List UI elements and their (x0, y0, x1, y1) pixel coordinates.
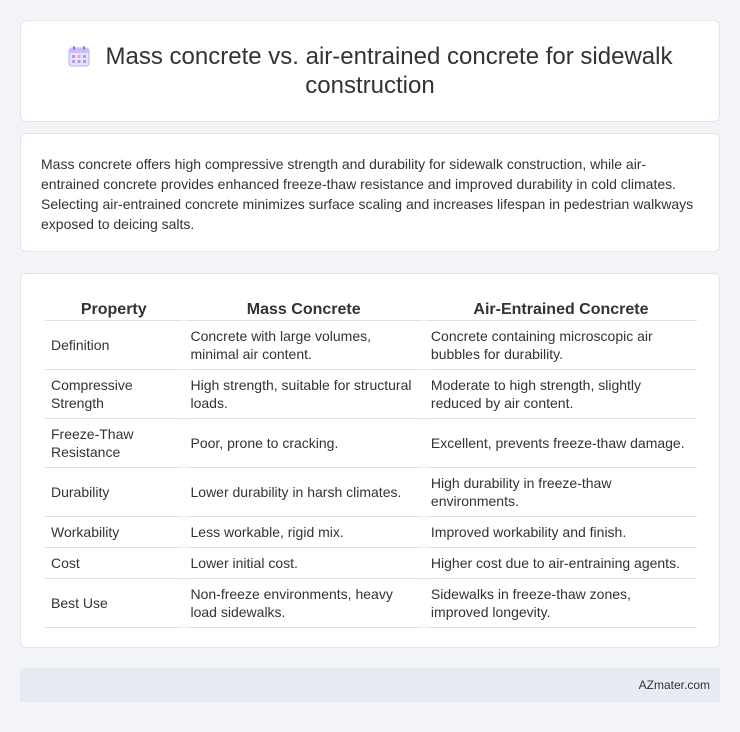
table-row (45, 579, 697, 628)
cell-property: Cost (45, 548, 183, 579)
cell-air: Moderate to high strength, slightly reduced by air content. (425, 370, 697, 419)
footer-brand: AZmater.com (638, 678, 710, 692)
table-row (45, 419, 697, 468)
comparison-table (43, 294, 699, 628)
intro-paragraph: Mass concrete offers high compressive strength and durability for sidewalk construction, while air-entrained concrete provides enhanced freeze-thaw resistance and improved durability in cold climates. Selecting air-entrained concrete minimizes surface scaling and increases lifespan in pedestrian walkways exposed to deicing salts. (41, 156, 694, 232)
table-row (45, 321, 697, 370)
cell-property: Best Use (45, 579, 183, 628)
cell-mass: High strength, suitable for structural loads. (185, 370, 423, 419)
cell-air: Sidewalks in freeze-thaw zones, improved longevity. (425, 579, 697, 628)
cell-property: Compressive Strength (45, 370, 183, 419)
cell-air: Improved workability and finish. (425, 517, 697, 548)
table-row (45, 548, 697, 579)
cell-mass: Lower durability in harsh climates. (185, 468, 423, 517)
intro-card (20, 133, 720, 252)
cell-property: Durability (45, 468, 183, 517)
cell-air: High durability in freeze-thaw environments. (425, 468, 697, 517)
table-row (45, 517, 697, 548)
cell-property: Definition (45, 321, 183, 370)
comparison-card (20, 273, 720, 648)
calendar-icon (68, 45, 90, 67)
cell-air: Higher cost due to air-entraining agents. (425, 548, 697, 579)
cell-mass: Less workable, rigid mix. (185, 517, 423, 548)
header-air-entrained-concrete: Air-Entrained Concrete (425, 294, 697, 321)
table-row (45, 468, 697, 517)
cell-air: Excellent, prevents freeze-thaw damage. (425, 419, 697, 468)
title-card (20, 20, 720, 122)
page-title-text: Mass concrete vs. air-entrained concrete for sidewalk construction (105, 43, 673, 99)
page-title (51, 42, 689, 100)
cell-property: Freeze-Thaw Resistance (45, 419, 183, 468)
table-row (45, 370, 697, 419)
cell-mass: Poor, prone to cracking. (185, 419, 423, 468)
table-header-row (45, 294, 697, 321)
cell-mass: Non-freeze environments, heavy load sidewalks. (185, 579, 423, 628)
cell-property: Workability (45, 517, 183, 548)
cell-air: Concrete containing microscopic air bubbles for durability. (425, 321, 697, 370)
cell-mass: Lower initial cost. (185, 548, 423, 579)
cell-mass: Concrete with large volumes, minimal air content. (185, 321, 423, 370)
header-mass-concrete: Mass Concrete (185, 294, 423, 321)
footer-bar (20, 668, 720, 702)
header-property: Property (45, 294, 183, 321)
